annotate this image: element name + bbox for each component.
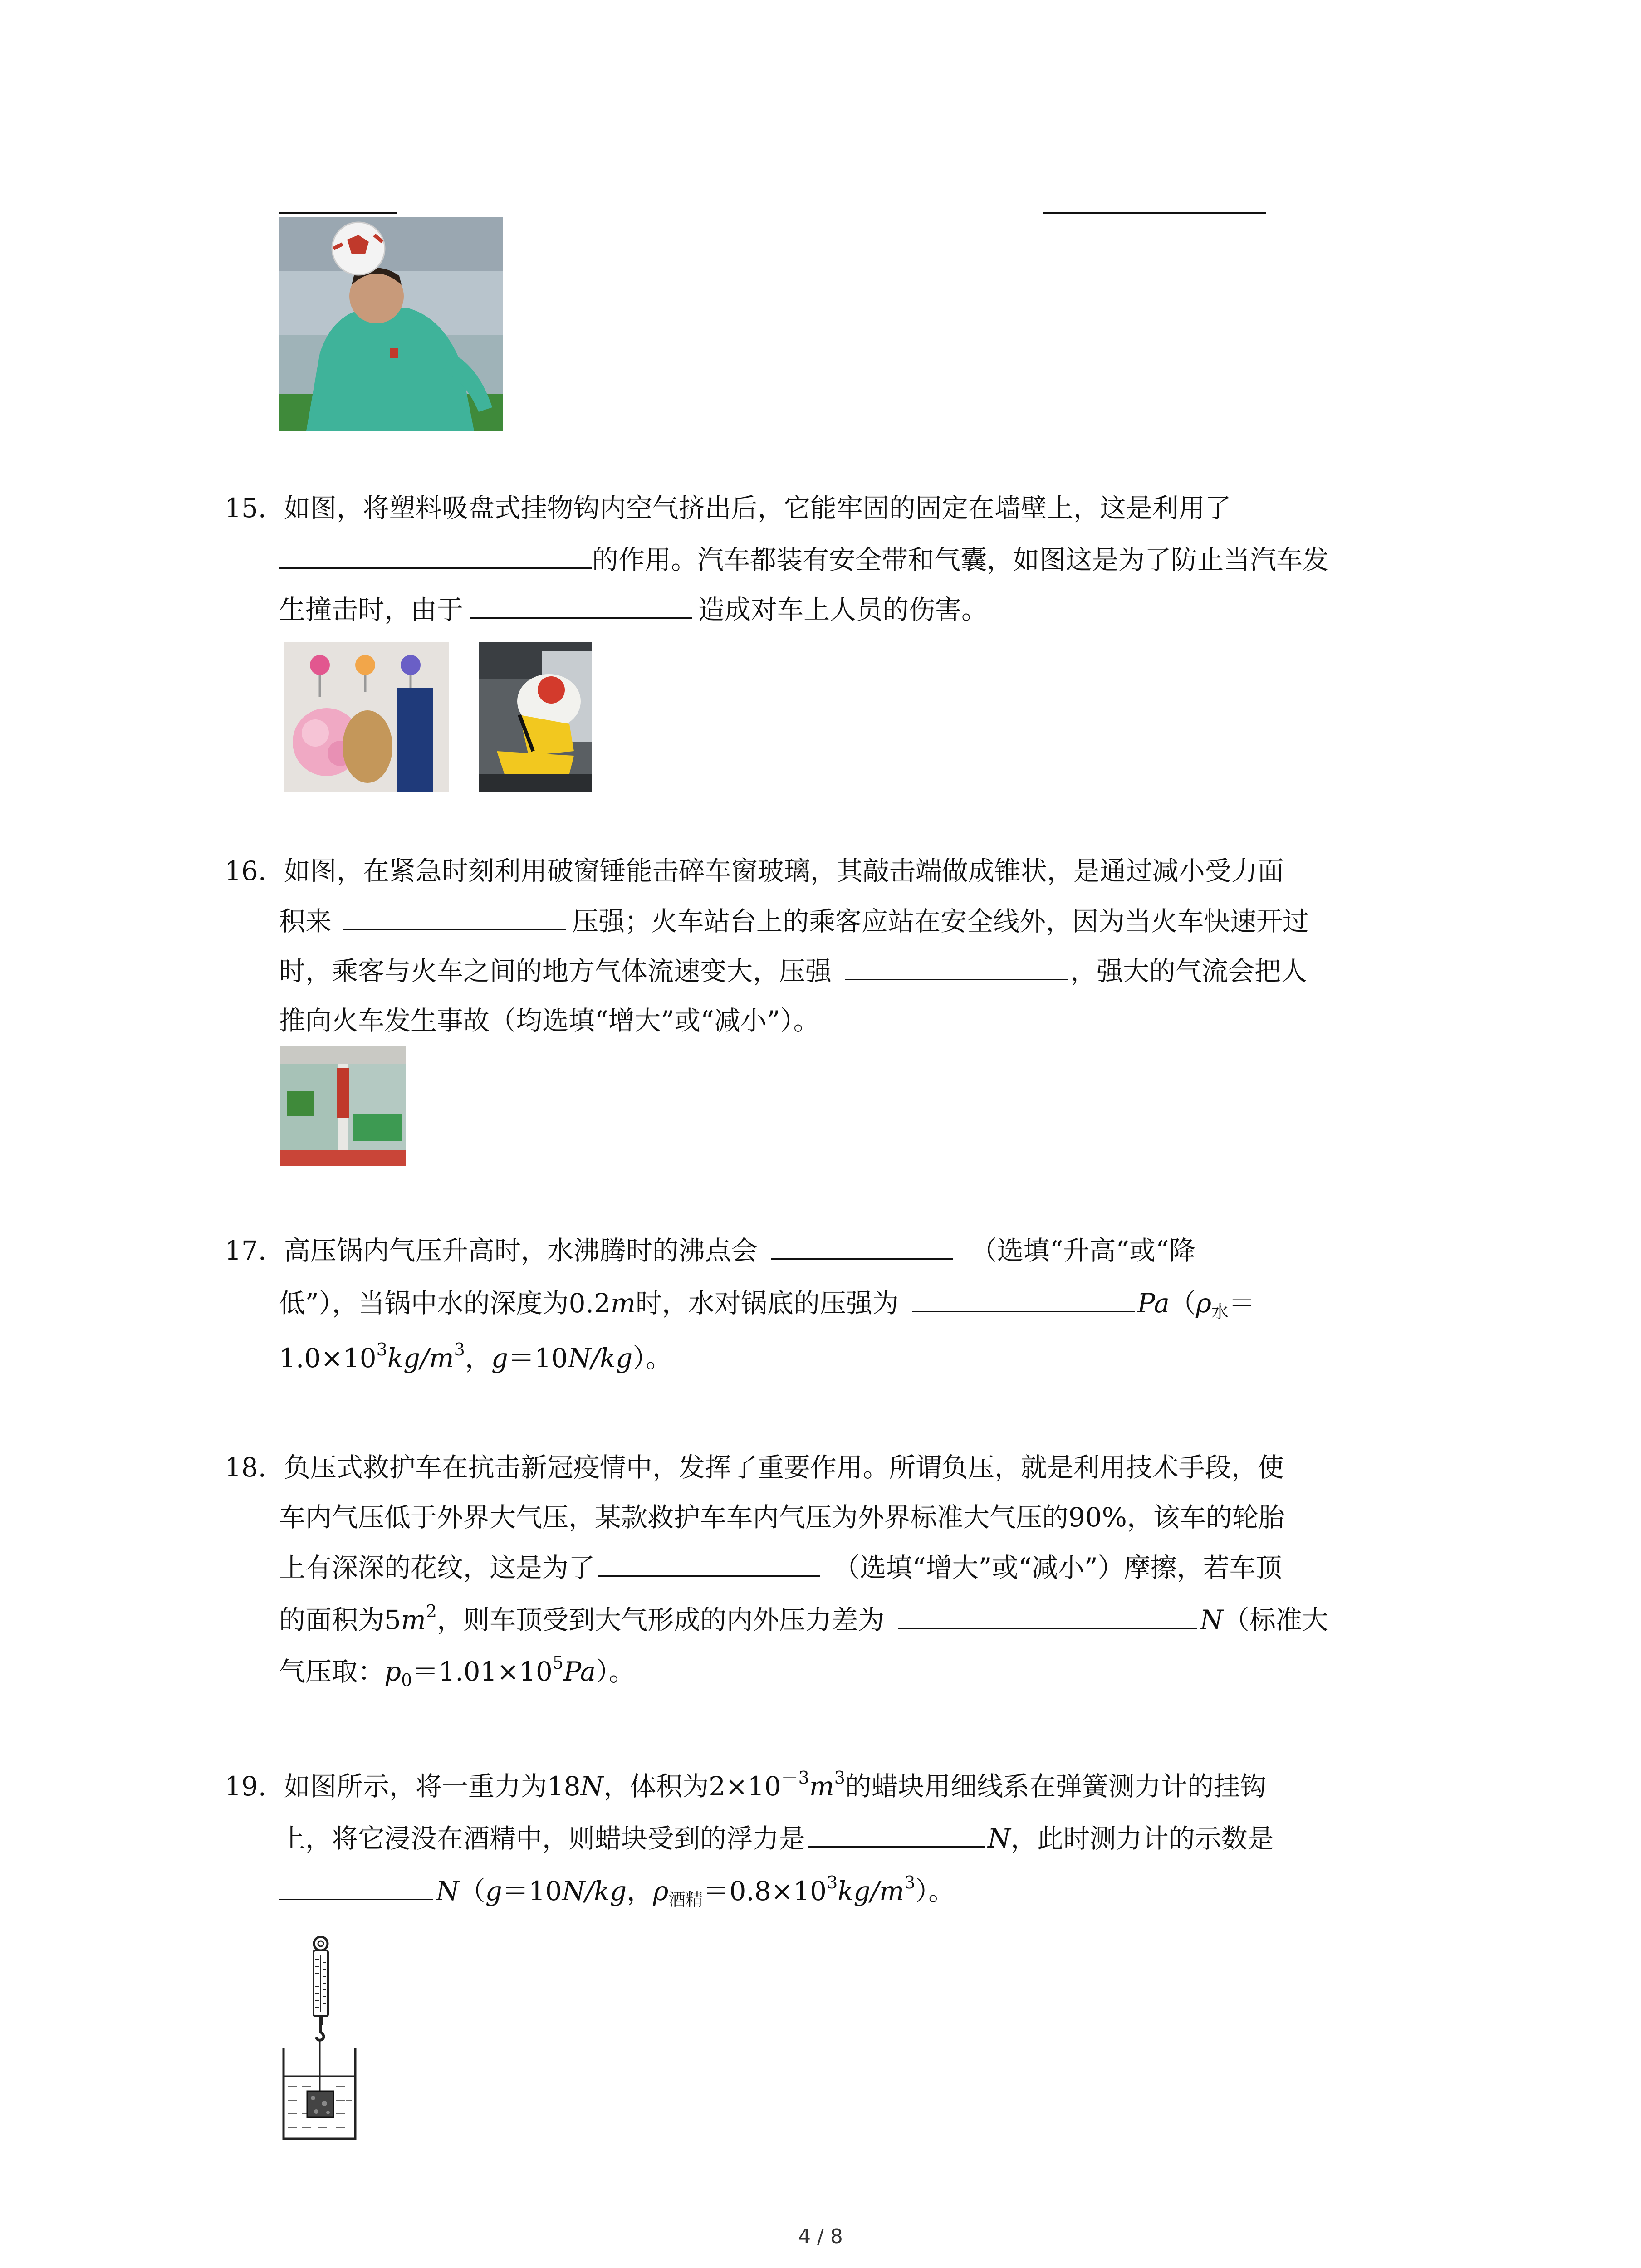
q19-n-2: N — [988, 1823, 1011, 1854]
q18-p-sub: 0 — [401, 1670, 412, 1690]
q17-exp-2: 3 — [454, 1339, 465, 1359]
q19-text-3e: ＝0.8×10 — [703, 1876, 827, 1906]
q17-n: N — [568, 1343, 591, 1374]
q18-exp-2: 5 — [552, 1653, 564, 1673]
q17-text-1a: 高压锅内气压升高时，水沸腾时的沸点会 — [284, 1235, 758, 1266]
q15-line-1 — [225, 490, 1231, 526]
airbag-photo — [479, 642, 592, 792]
page-number: 4 / 8 — [798, 2225, 843, 2248]
q18-n: N — [1200, 1604, 1223, 1635]
q15-number: 15. — [225, 493, 267, 523]
q19-slash: / — [585, 1876, 594, 1906]
q15-text-2: 的作用。汽车都装有安全带和气囊，如图这是为了防止当汽车发 — [592, 544, 1329, 575]
q19-line-3 — [279, 1872, 955, 1909]
q18-text-4c: （标准大 — [1223, 1604, 1328, 1635]
q18-line-3 — [279, 1549, 1282, 1586]
q17-line-3 — [279, 1340, 672, 1376]
q19-number: 19. — [225, 1771, 267, 1802]
q18-blank-1[interactable] — [598, 1549, 820, 1577]
q18-pa: Pa — [563, 1656, 596, 1687]
q18-exp-1: 2 — [426, 1601, 437, 1621]
q18-text-5b: ＝1.01×10 — [412, 1656, 553, 1687]
soccer-header-photo — [279, 217, 503, 431]
q17-number: 17. — [225, 1235, 267, 1266]
q16-text-1: 如图，在紧急时刻利用破窗锤能击碎车窗玻璃，其敲击端做成锥状，是通过减小受力面 — [284, 855, 1284, 886]
q16-blank-1[interactable] — [343, 903, 566, 930]
q19-n-4: N — [562, 1876, 585, 1906]
q19-kg: kg — [594, 1876, 627, 1906]
q17-text-2b: 时，水对锅底的压强为 — [635, 1288, 899, 1319]
q18-line-1 — [225, 1449, 1284, 1486]
q19-m3: m — [879, 1876, 905, 1906]
q19-slash-2: / — [870, 1876, 880, 1906]
q19-blank-2[interactable] — [279, 1872, 433, 1900]
spring-scale-figure — [279, 1935, 370, 2148]
q16-text-2b: 压强；火车站台上的乘客应站在安全线外，因为当火车快速开过 — [572, 906, 1309, 937]
q17-slash-2: / — [591, 1343, 600, 1374]
q19-comma: ， — [627, 1876, 653, 1906]
q18-text-5c: ）。 — [596, 1656, 636, 1687]
q17-kg: kg — [387, 1343, 421, 1374]
q19-kg-2: kg — [838, 1876, 871, 1906]
q17-text-2a: 低”），当锅中水的深度为0.2 — [279, 1288, 611, 1319]
q15-line-2 — [279, 541, 1329, 578]
q17-text-2c: （ — [1169, 1288, 1196, 1319]
q15-text-3a: 生撞击时，由于 — [279, 594, 464, 625]
q19-text-1c: 的蜡块用细线系在弹簧测力计的挂钩 — [845, 1771, 1266, 1802]
q16-line-3 — [279, 953, 1307, 989]
q15-blank-1[interactable] — [279, 541, 592, 569]
q17-text-3a: 1.0×10 — [279, 1343, 377, 1374]
q17-rho-sub: 水 — [1211, 1302, 1229, 1322]
q19-text-3b: ＝10 — [502, 1876, 562, 1906]
suction-hooks-photo — [284, 642, 449, 792]
q19-text-1a: 如图所示，将一重力为18 — [284, 1771, 581, 1802]
q17-text-3c: ＝10 — [508, 1343, 568, 1374]
q19-text-2b: ，此时测力计的示数是 — [1010, 1823, 1274, 1854]
q18-text-5a: 气压取： — [279, 1656, 385, 1687]
q19-n-3: N — [436, 1876, 459, 1906]
q17-line-2 — [279, 1285, 1255, 1321]
q19-text-3a: （ — [459, 1876, 485, 1906]
q19-exp-3: 3 — [827, 1872, 838, 1892]
q17-text-3b: ， — [465, 1343, 491, 1374]
q16-line-2 — [279, 903, 1309, 939]
q17-eq: ＝ — [1229, 1288, 1255, 1319]
q19-g: g — [485, 1876, 502, 1906]
q17-blank-2[interactable] — [912, 1285, 1135, 1312]
q16-blank-2[interactable] — [845, 953, 1068, 980]
q18-m: m — [401, 1604, 426, 1635]
q17-g: g — [491, 1343, 508, 1374]
q18-p: p — [384, 1656, 402, 1687]
q19-n: N — [580, 1771, 604, 1802]
q15-blank-2[interactable] — [470, 591, 692, 619]
top-answer-line-right — [1043, 212, 1266, 214]
q17-rho: ρ — [1195, 1288, 1212, 1319]
q17-text-1b: （选填“升高“或“降 — [970, 1235, 1195, 1266]
q18-line-5 — [279, 1653, 635, 1690]
q17-exp-1: 3 — [376, 1339, 387, 1359]
q19-line-2 — [279, 1820, 1274, 1857]
q17-blank-1[interactable] — [771, 1232, 953, 1260]
q18-number: 18. — [225, 1452, 267, 1483]
q18-line-2 — [279, 1499, 1285, 1535]
q17-line-1 — [225, 1232, 1195, 1269]
q19-text-3g: ）。 — [915, 1876, 955, 1906]
q18-line-4 — [279, 1601, 1328, 1638]
q17-kg-2: kg — [600, 1343, 633, 1374]
q19-text-1b: ，体积为2×10 — [603, 1771, 781, 1802]
q15-text-3b: 造成对车上人员的伤害。 — [698, 594, 988, 625]
q19-exp-2: 3 — [834, 1768, 845, 1788]
q19-exp-4: 3 — [904, 1872, 916, 1892]
q15-text-1: 如图，将塑料吸盘式挂物钩内空气挤出后，它能牢固的固定在墙壁上，这是利用了 — [284, 493, 1231, 523]
q18-text-4b: ，则车顶受到大气形成的内外压力差为 — [437, 1604, 885, 1635]
top-answer-line-left — [279, 212, 397, 214]
q16-number: 16. — [225, 855, 267, 886]
q16-line-4 — [279, 1002, 820, 1039]
q18-blank-2[interactable] — [898, 1601, 1197, 1629]
q16-text-2a: 积来 — [279, 906, 332, 937]
q17-unit-pa: Pa — [1137, 1288, 1170, 1319]
q18-text-3b: （选填“增大”或“减小”）摩擦，若车顶 — [833, 1552, 1282, 1583]
q18-text-1: 负压式救护车在抗击新冠疫情中，发挥了重要作用。所谓负压，就是利用技术手段，使 — [284, 1452, 1284, 1483]
q16-text-3b: ，强大的气流会把人 — [1070, 956, 1308, 987]
q17-unit-m: m — [610, 1288, 636, 1319]
q15-line-3 — [279, 591, 988, 628]
q19-blank-1[interactable] — [808, 1820, 985, 1848]
q16-text-4: 推向火车发生事故（均选填“增大”或“减小”）。 — [279, 1005, 820, 1036]
q17-text-3e: ）。 — [632, 1343, 672, 1374]
q19-line-1 — [225, 1768, 1266, 1804]
q16-text-3a: 时，乘客与火车之间的地方气体流速变大，压强 — [279, 956, 832, 987]
q16-line-1 — [225, 853, 1284, 889]
q19-m: m — [809, 1771, 834, 1802]
q19-exp-1: －3 — [781, 1768, 809, 1788]
q19-rho-sub: 酒精 — [668, 1890, 703, 1910]
q19-text-2a: 上，将它浸没在酒精中，则蜡块受到的浮力是 — [279, 1823, 806, 1854]
q17-m3: m — [429, 1343, 454, 1374]
q18-text-4a: 的面积为5 — [279, 1604, 401, 1635]
q17-slash: / — [420, 1343, 429, 1374]
window-hammer-photo — [280, 1046, 406, 1166]
q18-text-2: 车内气压低于外界大气压，某款救护车车内气压为外界标准大气压的90%，该车的轮胎 — [279, 1502, 1285, 1533]
q19-rho: ρ — [653, 1876, 669, 1906]
q18-text-3a: 上有深深的花纹，这是为了 — [279, 1552, 595, 1583]
